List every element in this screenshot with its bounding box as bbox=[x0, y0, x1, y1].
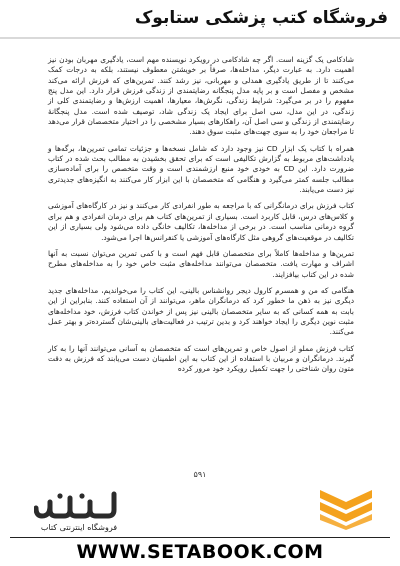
page-footer bbox=[0, 486, 400, 566]
setabook-chevron-logo-icon bbox=[316, 486, 376, 530]
body-paragraph: هنگامی که من و همسرم کارول دیجر روانشناس بالینی، این کتاب را می‌خواندیم، مداخله‌های جدید دیگری نیز به ذهن ما خطور کرد که درمانگران ماهر، می‌توانند از آن استفاده کنند. بنابراین از این بابت به همه کسانی که به سایر متخصصان بالینی نیز پس از خواندن کتاب فرزش، خود مداخله‌های مثبت نوین دیگری را ایجاد خواهند کرد و بدین ترتیب در فعالیت‌های بالینی‌شان گسترده‌تر و بهتر عمل می‌کنند. bbox=[48, 285, 354, 337]
website-url[interactable]: WWW.SETABOOK.COM bbox=[76, 541, 324, 563]
setabook-wordmark-logo bbox=[34, 488, 118, 522]
document-body bbox=[48, 55, 354, 381]
page-header bbox=[0, 0, 400, 39]
body-paragraph: همراه با کتاب یک ابزار CD نیز وجود دارد که شامل نسخه‌ها و جزئیات تمامی تمرین‌ها، برگه‌ها و یادداشت‌های مربوط به گزارش تکالیفی است که برای تحقق بخشیدن به مطالب بحث شده در کتاب ضرورت دارد. این CD به خودی خود منبع ارزشمندی است و وقت متخصص را برای آماده‌سازی مطالب جلسه کمتر می‌گیرد و هنگامی که متخصصان با این ابزار کار می‌کنند به انگیزه‌های جدیدتری نیز دست می‌یابند. bbox=[48, 143, 354, 195]
footer-divider bbox=[10, 537, 390, 538]
page-number: ۵۹۱ bbox=[193, 470, 207, 479]
body-paragraph: کتاب فرزش برای درمانگرانی که با مراجعه به طور انفرادی کار می‌کنند و نیز در کارگاه‌های آموزشی و کلاس‌های درس، قابل کاربرد است. بسیاری از تمرین‌های کتاب هم برای درمان انفرادی و هم برای گروه درمانی مناسب است. در برخی از مداخله‌ها، تکالیف خانگی داده می‌شود ولی بسیاری از این تکالیف در موقعیت‌های گروهی مثل کارگاه‌های آموزشی یا کنفرانس‌ها اجرا می‌شود. bbox=[48, 201, 354, 242]
header-title: فروشگاه کتب پزشکی ستابوک bbox=[134, 8, 388, 28]
logo-tagline: فروشگاه اینترنتی کتاب bbox=[40, 523, 118, 532]
body-paragraph: کتاب فرزش مملو از اصول خاص و تمرین‌های است که متخصصان به آسانی می‌توانند آنها را به کار گیرند. درمانگران و مربیان با استفاده از این کتاب به این اطمینان دست می‌یابند که فرزش به دقت متون روان شناختی را جهت تکمیل رویکرد خود مرور کرده bbox=[48, 343, 354, 374]
body-paragraph: تمرین‌ها و مداخله‌ها کاملاً برای متخصصان قابل فهم است و با کمی تمرین می‌توان نسبت به آنها اشراف و مهارت یافت. متخصصان می‌توانند مداخله‌های مثبت خاص خود را به مداخله‌های مطرح شده در این کتاب بیافزایند. bbox=[48, 248, 354, 279]
body-paragraph: شادکامی یک گزینه است. اگر چه شادکامی در رویکرد نویسنده مهم است، یادگیری مهربان بودن نیز اهمیت دارد. به عبارت دیگر، مداخله‌ها، صرفاً بر خویشتن معطوف نیستند، بلکه به درجات کمک می‌کنند تا از طریق یادگیری همدلی و مهربانی، نیز رشد کنند. تمرین‌های که فرزش ارائه می‌کند مشخص و مفصل است و بر پایه مدل پنجگانه رضایتمندی از زندگی فرزش قرار دارد. این مدل پنج مفهوم را در بر می‌گیرد: شرایط زندگی، نگرش‌ها، معیارها، اهمیت ارزش‌ها و رضایتمندی کلی از زندگی، در این مدل، سی اصل برای ایجاد یک زندگی شاد، توصیف شده است. مدل پنجگانهٔ رضایتمندی از زندگی و سی اصل آن، راهکارهای بسیار مشخصی را در اختیار متخصصان قرار می‌دهد تا مراجعان خود را به سوی جهت‌های مثبت سوق دهند. bbox=[48, 55, 354, 137]
